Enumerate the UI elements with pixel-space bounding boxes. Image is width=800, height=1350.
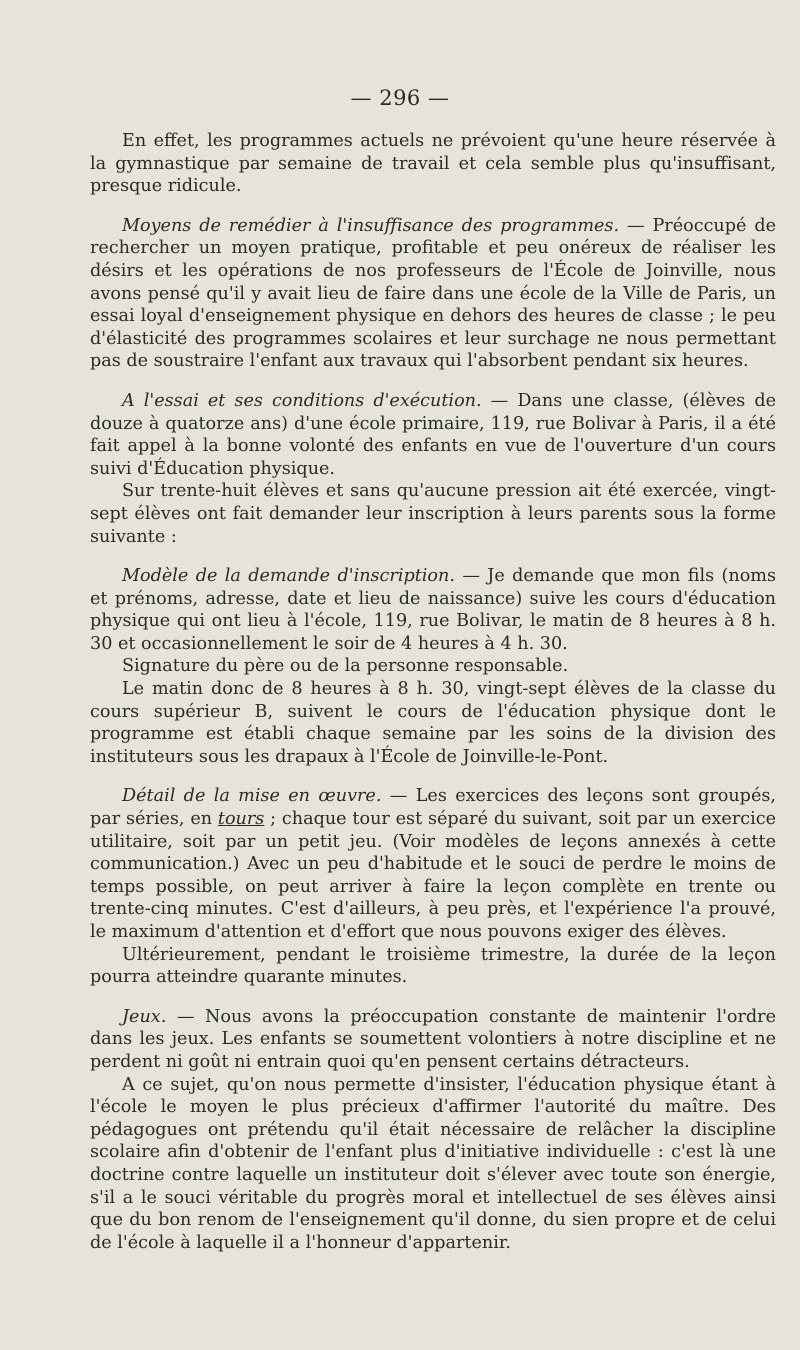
paragraph-detail — [90, 785, 776, 943]
section-heading-detail: Détail de la mise en œuvre. — [122, 786, 382, 807]
paragraph-detail-text-a: — Les exercices des leçons sont groupés, par séries, en — [90, 786, 776, 830]
paragraph-ulterieurement: Ultérieurement, pendant le troisième trimestre, la durée de la leçon pourra atteindre quarante minutes. — [90, 944, 776, 988]
paragraph-modele-text: — Je demande que mon fils (noms et prénoms, adresse, date et lieu de naissance) suive les cours d'éducation physique qui ont lieu à l'école, 119, rue Bolivar, le matin de 8 heures à 8 h. 30 et occasionnellement le soir de 4 heures à 4 h. 30. — [90, 566, 776, 654]
paragraph-intro: En effet, les programmes actuels ne prévoient qu'une heure réservée à la gymnastique par semaine de travail et cela semble plus qu'insuffisant, presque ridicule. — [90, 131, 776, 197]
paragraph-jeux — [90, 1006, 776, 1074]
paragraph-essai-text: — Dans une classe, (élèves de douze à quatorze ans) d'une école primaire, 119, rue Bolivar à Paris, il a été fait appel à la bonne volonté des enfants en vue de l'ouverture d'un cours suivi d'Éducation physique. — [90, 390, 776, 479]
section-heading-essai: A l'essai et ses conditions d'exécution. — [122, 390, 482, 411]
paragraph-moyens-text: — Préoccupé de rechercher un moyen pratique, profitable et peu onéreux de réaliser les désirs et les opérations de nos professeurs de l'École de Joinville, nous avons pensé qu'il y avait lieu de faire dans une école de la Ville de Paris, un essai loyal d'enseignement physique en dehors des heures de classe ; le peu d'élasticité des programmes scolaires et leur surchage ne nous permettant pas de soustraire l'enfant aux travaux qui l'absorbent pendant six heures. — [90, 215, 777, 372]
paragraph-essai — [90, 390, 776, 480]
paragraph-moyens — [90, 215, 776, 373]
paragraph-signature: Signature du père ou de la personne responsable. — [122, 656, 569, 677]
paragraph-jeux-text: — Nous avons la préoccupation constante de maintenir l'ordre dans les jeux. Les enfants se soumettent volontiers à notre discipline et ne perdent ni goût ni entrain quoi qu'en pensent certains détracteurs. — [90, 1006, 776, 1072]
word-tours: tours — [217, 809, 265, 830]
paragraph-modele — [90, 565, 776, 655]
section-heading-modele: Modèle de la demande d'inscription. — [122, 566, 455, 587]
body-text — [90, 130, 776, 1254]
section-heading-jeux: Jeux. — [122, 1006, 167, 1027]
page-number: — 296 — — [350, 86, 450, 110]
section-heading-moyens: Moyens de remédier à l'insuffisance des programmes. — [122, 215, 620, 236]
paragraph-a-ce-sujet: A ce sujet, qu'on nous permette d'insister, l'éducation physique étant à l'école le moyen le plus précieux d'affirmer l'autorité du maître. Des pédagogues ont prétendu qu'il était nécessaire de relâcher la discipline scolaire afin d'obtenir de l'enfant plus d'initiative individuelle : c'est là une doctrine contre laquelle un instituteur doit s'élever avec toute son énergie, s'il a le souci véritable du progrès moral et intellectuel de ses élèves ainsi que du bon renom de l'enseignement qu'il donne, du sien propre et de celui de l'école à laquelle il a l'honneur d'appartenir. — [90, 1074, 776, 1253]
paragraph-matin: Le matin donc de 8 heures à 8 h. 30, vingt-sept élèves de la classe du cours supérieur B, suivent le cours de l'éducation physique dont le programme est établi chaque semaine par les soins de la division des instituteurs sous les drapaux à l'École de Joinville-le-Pont. — [90, 679, 776, 767]
paragraph-detail-text-b: ; chaque tour est séparé du suivant, soit par un exercice utilitaire, soit par un petit jeu. (Voir modèles de leçons annexés à cette communication.) Avec un peu d'habitude et le souci de perdre le moins de temps possible, on peut arriver à faire la leçon complète en trente ou trente-cinq minutes. C'est d'ailleurs, à peu près, et l'expérience l'a prouvé, le maximum d'attention et d'effort que nous pouvons exiger des élèves. — [90, 809, 776, 942]
paragraph-inscription-count: Sur trente-huit élèves et sans qu'aucune pression ait été exercée, vingt-sept élèves ont fait demander leur inscription à leurs parents sous la forme suivante : — [90, 481, 776, 547]
